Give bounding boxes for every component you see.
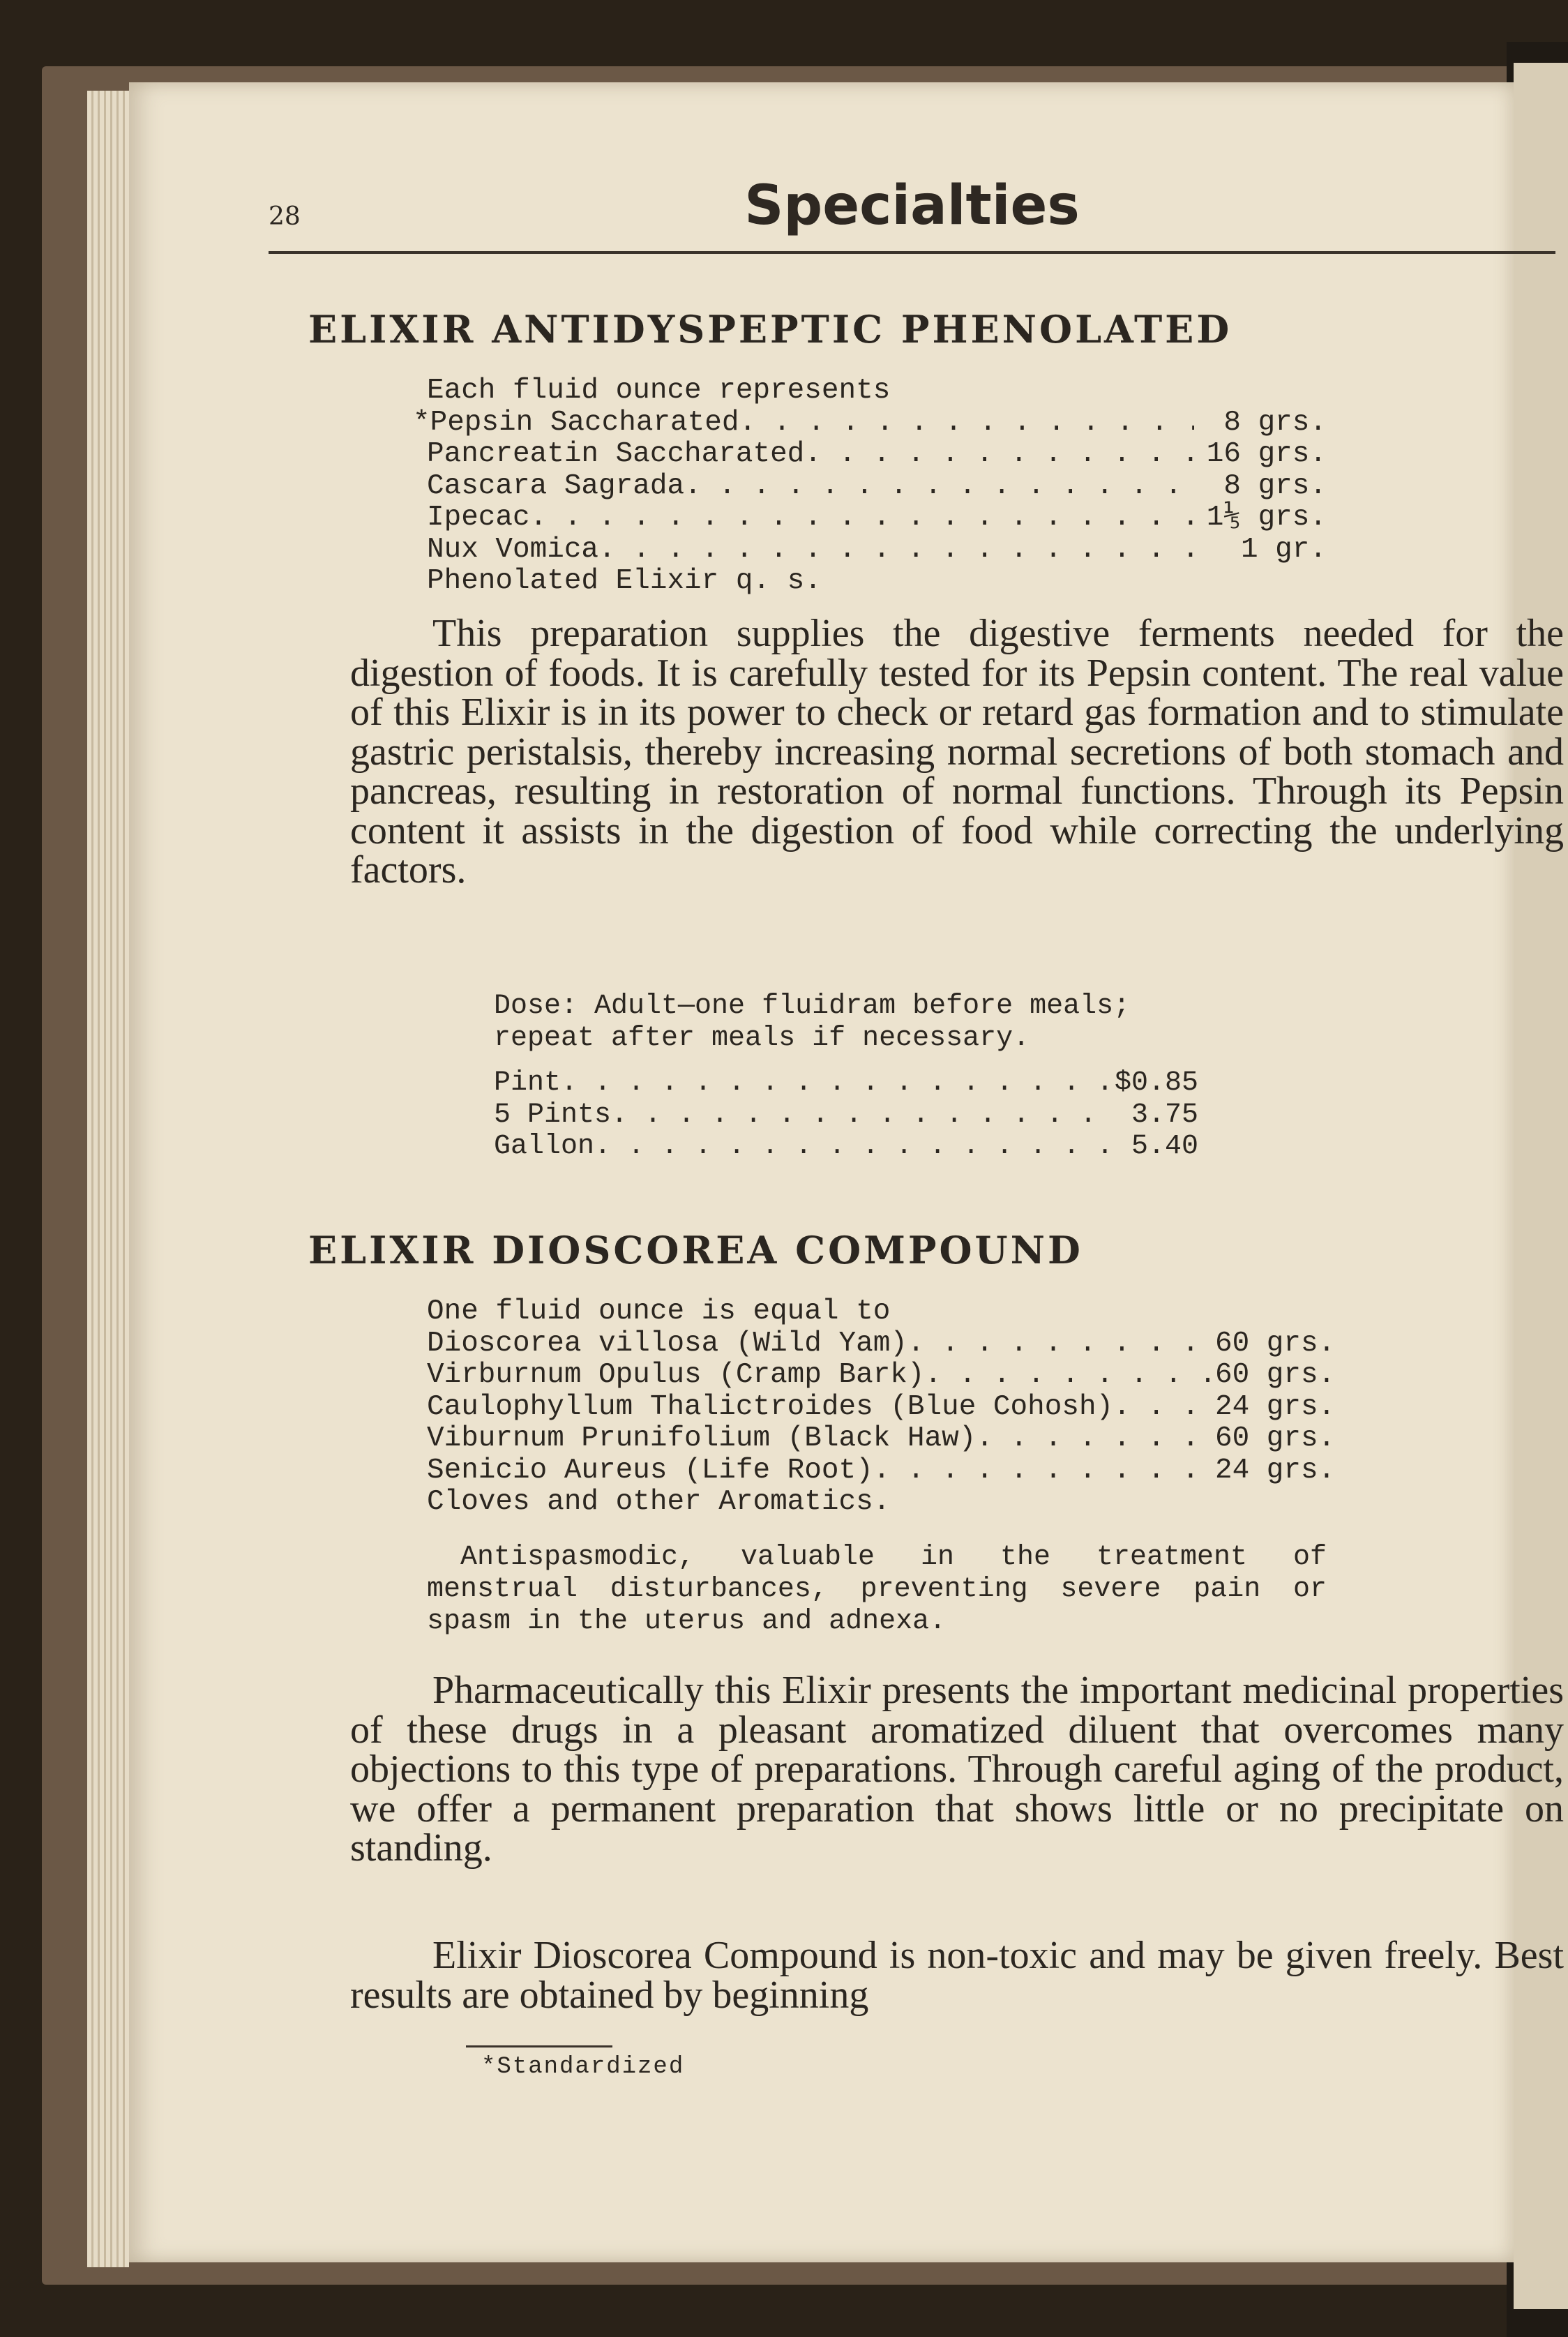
page-header	[269, 91, 1555, 254]
price-row: Pint . . . $0.85	[494, 1067, 1198, 1099]
price-row: 5 Pints . . . 3.75	[494, 1099, 1198, 1132]
formula-block-2	[427, 1295, 1336, 1519]
formula-vehicle: Cloves and other Aromatics.	[427, 1486, 891, 1518]
product-title-antidyspeptic: ELIXIR ANTIDYSPEPTIC PHENOLATED	[308, 307, 1232, 352]
ingredient-row: Ipecac . . . 1⅕ grs.	[427, 502, 1327, 534]
page-number: 28	[269, 202, 301, 231]
formula-intro: One fluid ounce is equal to	[427, 1295, 891, 1328]
ingredient-row: Viburnum Prunifolium (Black Haw) . . . 60 grs.	[427, 1423, 1327, 1455]
formula-block-1	[413, 375, 1327, 598]
ingredient-row: Nux Vomica . . . 1 gr.	[427, 534, 1327, 566]
formula-intro: Each fluid ounce represents	[427, 375, 891, 407]
running-head: Specialties	[744, 174, 1080, 237]
indication-text: Antispasmodic, valuable in the treatment of menstrual disturbances, preventing severe pain or spasm in the uterus and adnexa.	[427, 1542, 1327, 1637]
ingredient-row: Pancreatin Saccharated . . . 16 grs.	[427, 439, 1327, 471]
ingredient-row: Caulophyllum Thalictroides (Blue Cohosh) . . . 24 grs.	[427, 1392, 1327, 1424]
price-row: Gallon . . . 5.40	[494, 1131, 1198, 1163]
ingredient-row: Cascara Sagrada . . . 8 grs.	[427, 471, 1327, 503]
product-title-dioscorea: ELIXIR DIOSCOREA COMPOUND	[308, 1228, 1083, 1272]
ingredient-row: Dioscorea villosa (Wild Yam) . . . 60 grs.	[427, 1328, 1327, 1360]
description-dioscorea-1: Pharmaceutically this Elixir presents the important medicinal properties of these drugs in a pleasant aromatized diluent that overcomes many objections to this type of preparations. Through careful aging of the product, we offer a permanent preparation that shows little or no precipitate on standing.	[350, 1669, 1564, 1870]
footnote: *Standardized	[481, 2054, 685, 2080]
formula-vehicle: Phenolated Elixir q. s.	[427, 565, 822, 597]
description-antidyspeptic: This preparation supplies the digestive ferments needed for the digestion of foods. It is carefully tested for its Pepsin content. The real value of this Elixir is in its power to check or retard gas formation and to stimulate gastric peristalsis, thereby increasing normal secretions of both stomach and pancreas, resulting in restoration of normal functions. Through its Pepsin content it assists in the digestion of food while correcting the underlying factors.	[350, 612, 1564, 892]
description-dioscorea-2: Elixir Dioscorea Compound is non-toxic and may be given freely. Best results are obtained by beginning	[350, 1934, 1564, 2017]
ingredient-row: *Pepsin Saccharated . . . 8 grs.	[413, 407, 1327, 439]
ingredient-row: Virburnum Opulus (Cramp Bark) . . . 60 grs.	[427, 1360, 1327, 1392]
footnote-rule	[466, 2045, 612, 2047]
ingredient-row: Senicio Aureus (Life Root) . . . 24 grs.	[427, 1455, 1327, 1487]
page-stack-edges	[87, 91, 129, 2267]
dose-text: Dose: Adult—one fluidram before meals; repeat after meals if necessary.	[494, 991, 1131, 1054]
price-list-1	[494, 1067, 1198, 1163]
